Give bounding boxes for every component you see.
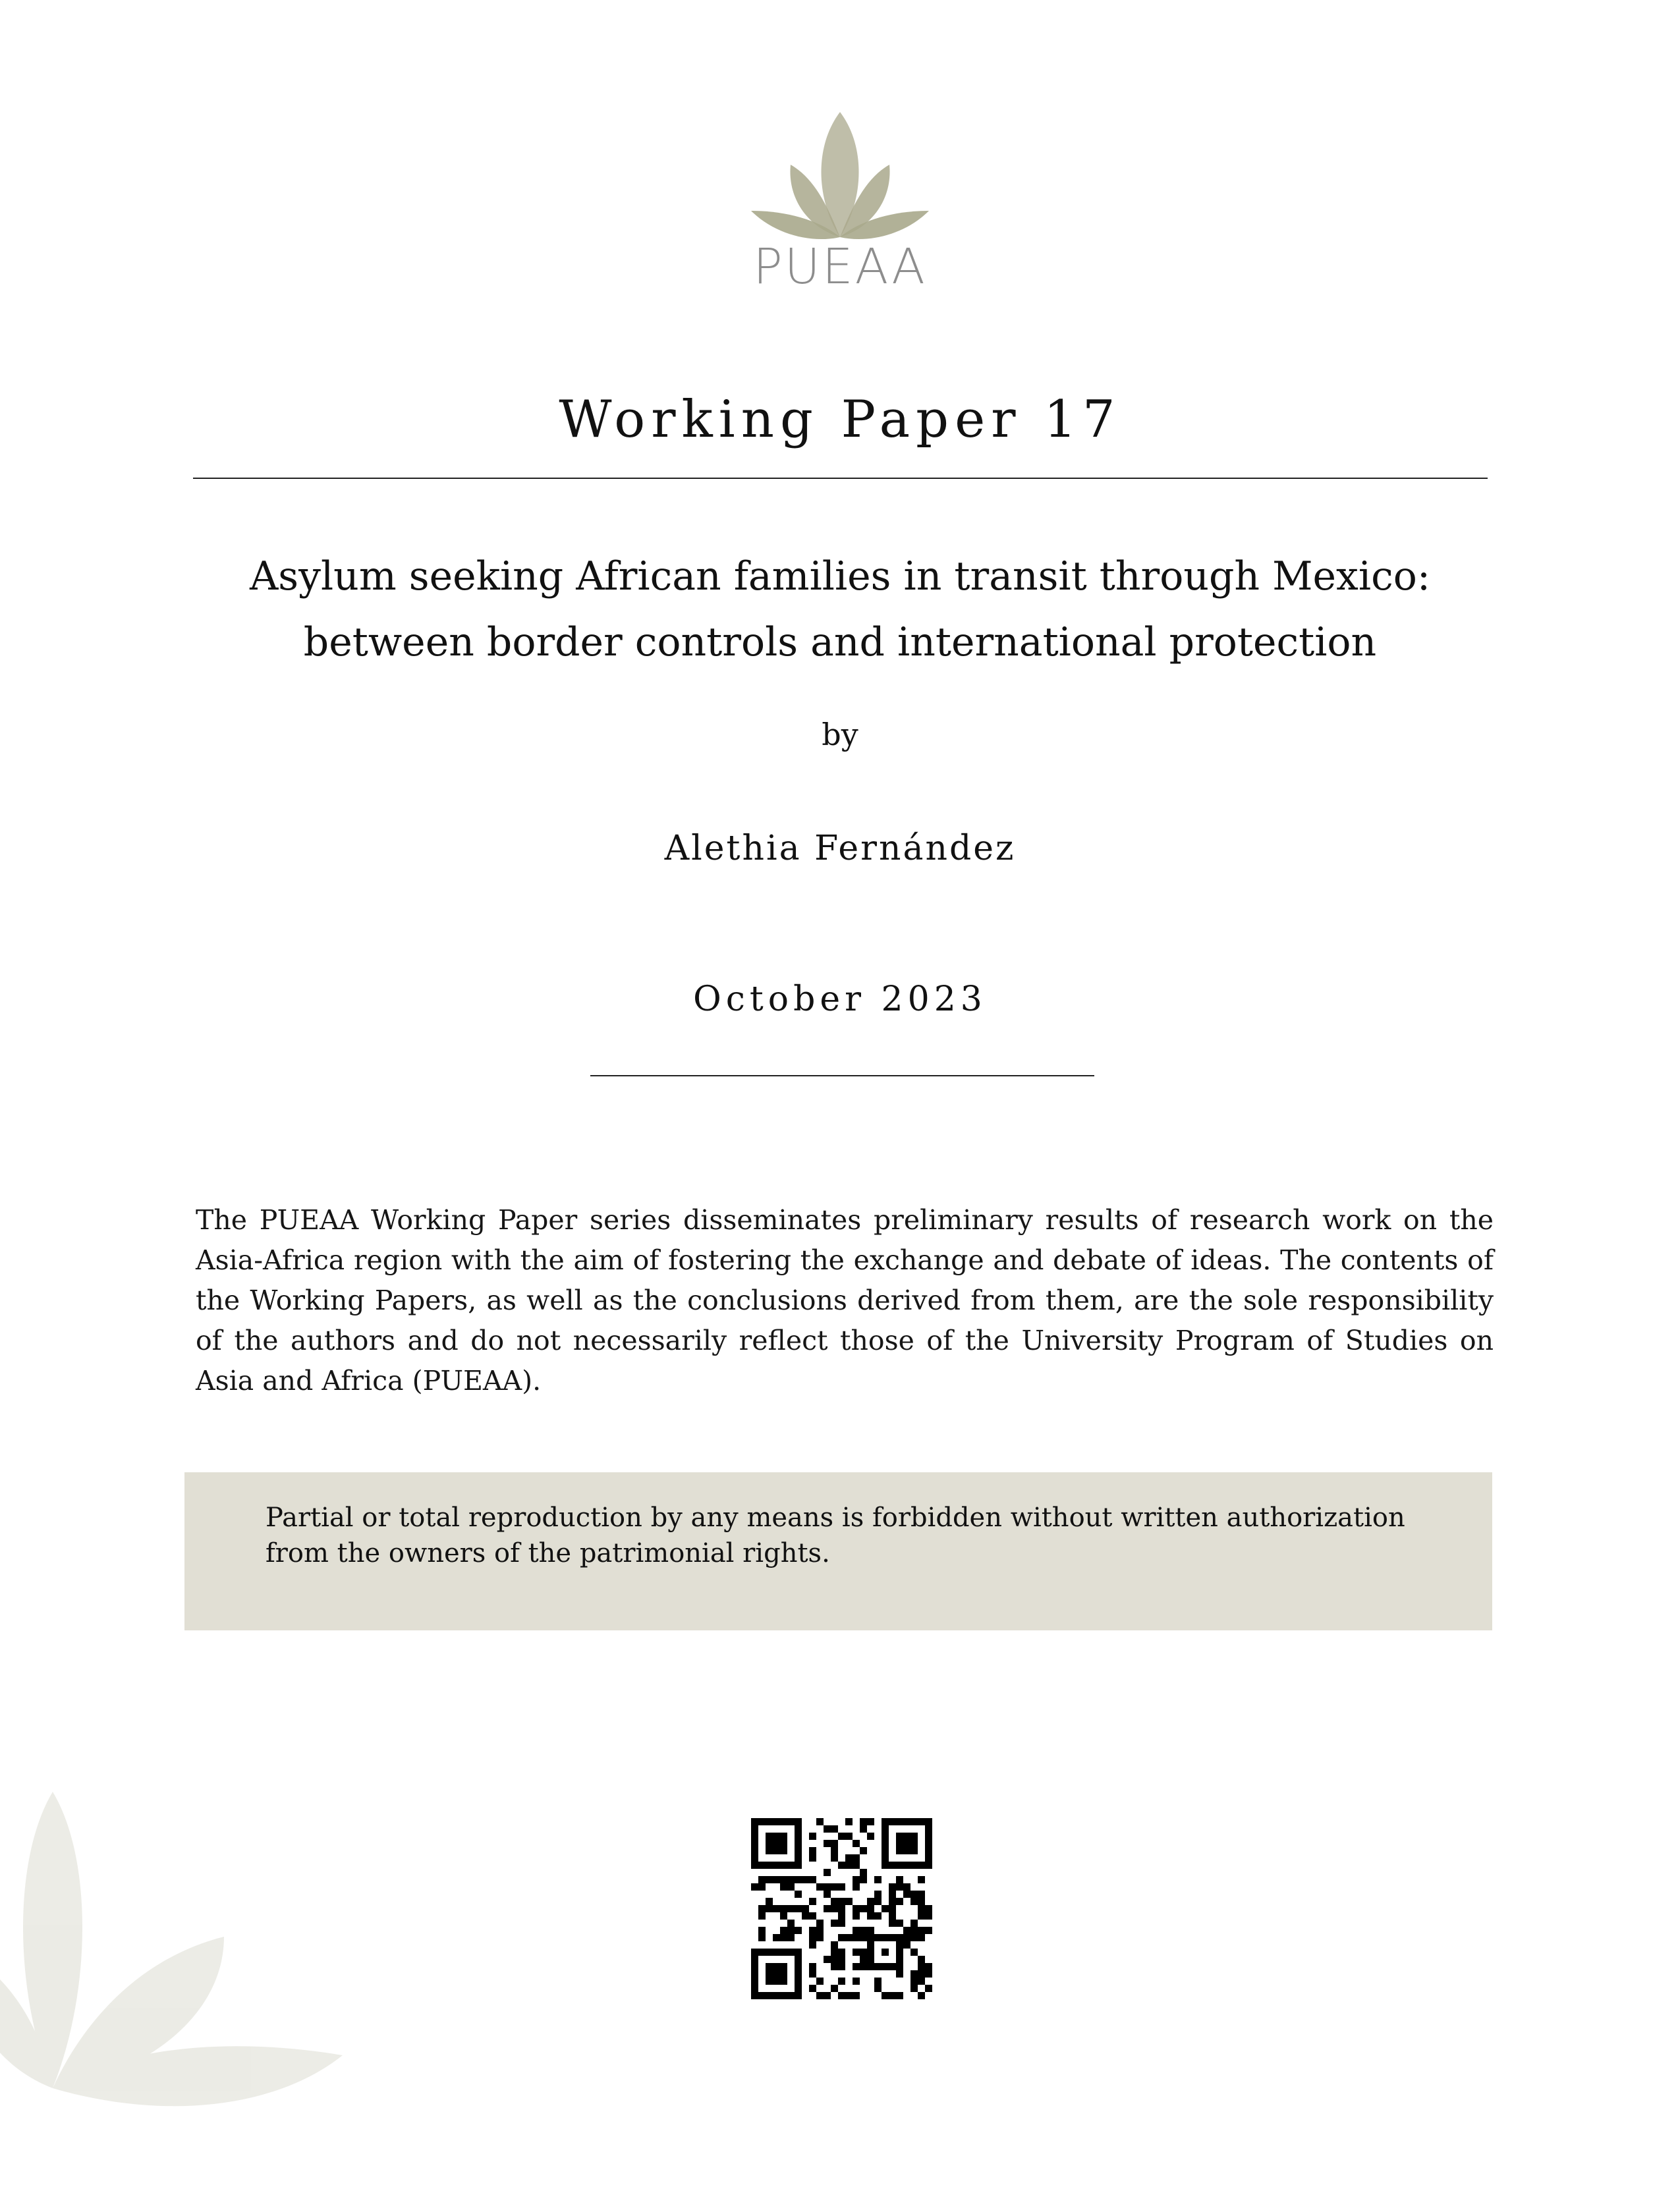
disclaimer-text: The PUEAA Working Paper series disseminates preliminary results of research work on the Asia-Africa region with the aim of fostering the exchange and debate of ideas. The contents of the Working Papers, as well as the conclusions derived from them, are the sole responsibility of the authors and do not necessarily reflect those of the University Program of Studies on Asia and Africa (PUEAA). xyxy=(196,1204,1494,1397)
paper-title xyxy=(0,543,1680,675)
paper-title-line-2: between border controls and international protection xyxy=(303,619,1377,665)
publication-date: October 2023 xyxy=(693,980,987,1019)
divider xyxy=(193,478,1488,479)
logo-text: PUEAA xyxy=(753,238,927,295)
author-name: Alethia Fernández xyxy=(664,829,1016,868)
divider xyxy=(590,1075,1094,1076)
lotus-watermark-icon xyxy=(0,1779,382,2187)
lotus-icon xyxy=(741,105,939,257)
rights-notice-text: Partial or total reproduction by any means is forbidden without written authorization from the owners of the patrimonial rights. xyxy=(266,1503,1405,1568)
rights-notice-box xyxy=(184,1472,1492,1630)
paper-title-line-1: Asylum seeking African families in transit through Mexico: xyxy=(249,553,1431,599)
qr-code-icon xyxy=(751,1818,932,1999)
by-label: by xyxy=(822,717,858,752)
series-title: Working Paper 17 xyxy=(559,390,1121,449)
